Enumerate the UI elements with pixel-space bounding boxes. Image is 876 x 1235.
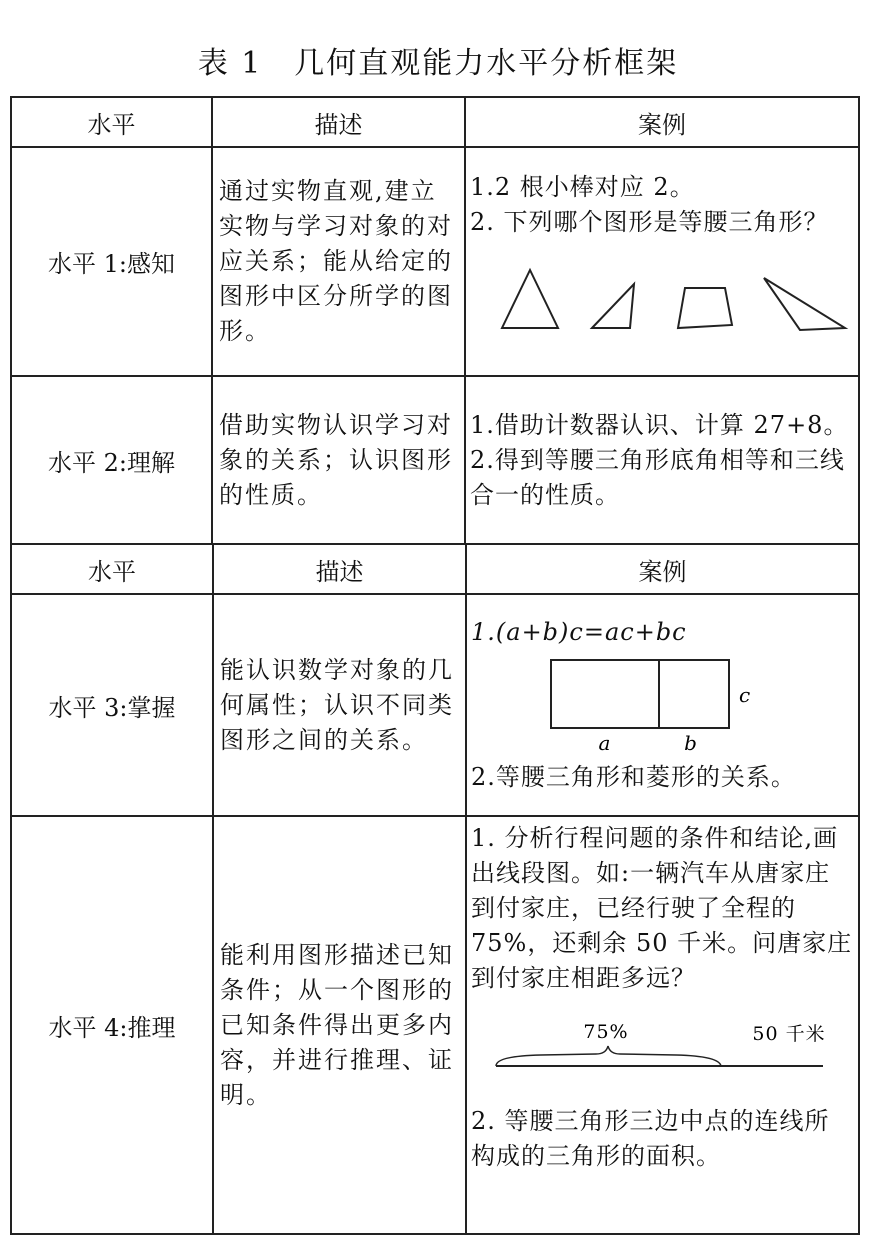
table-row: [11, 376, 859, 544]
description-cell: 通过实物直观,建立实物与学习对象的对应关系；能从给定的图形中区分所学的图形。: [212, 147, 465, 376]
example-cell: [465, 147, 859, 376]
example-cell: [466, 816, 859, 1234]
rectangle-diagram: [471, 650, 851, 760]
description-cell: 能认识数学对象的几何属性；认识不同类图形之间的关系。: [213, 594, 466, 816]
example-line: 2.得到等腰三角形底角相等和三线合一的性质。: [470, 445, 845, 509]
table-row: [11, 147, 859, 376]
table-row: [11, 594, 859, 816]
description-cell: 能利用图形描述已知条件；从一个图形的已知条件得出更多内容，并进行推理、证明。: [213, 816, 466, 1234]
label-percent: 75%: [583, 1021, 629, 1043]
example-cell: [465, 376, 859, 544]
header-level: 水平: [11, 97, 212, 147]
example-line: 1.借助计数器认识、计算 27+8。: [470, 410, 849, 439]
table-row: [11, 816, 859, 1234]
description-cell: 借助实物认识学习对象的关系；认识图形的性质。: [212, 376, 465, 544]
framework-table-part-2: [10, 543, 860, 1235]
framework-table-part-1: [10, 96, 860, 545]
example-line: 2.等腰三角形和菱形的关系。: [471, 763, 796, 791]
example-line: 1.2 根小棒对应 2。: [470, 173, 695, 201]
label-b: b: [684, 731, 698, 755]
example-cell: [466, 594, 859, 816]
level-cell: 水平 1:感知: [11, 147, 212, 376]
level-cell: 水平 4:推理: [11, 816, 213, 1234]
header-example: 案例: [465, 97, 859, 147]
isosceles-triangle-shape: [502, 270, 558, 328]
label-c: c: [739, 683, 752, 707]
right-triangle-shape: [592, 284, 634, 328]
trapezoid-shape: [678, 288, 732, 328]
header-description: 描述: [212, 97, 465, 147]
header-row: [11, 544, 859, 594]
level-cell: 水平 3:掌握: [11, 594, 213, 816]
rectangle-b: [659, 660, 729, 728]
header-example: 案例: [466, 544, 859, 594]
brace: [496, 1046, 721, 1066]
table-title: 表 1 几何直观能力水平分析框架: [197, 46, 679, 81]
label-remaining: 50 千米: [752, 1023, 826, 1045]
header-level: 水平: [11, 544, 213, 594]
obtuse-triangle-shape: [764, 278, 845, 330]
level-cell: 水平 2:理解: [11, 376, 212, 544]
example-formula: 1.(a+b)c=ac+bc: [471, 618, 687, 646]
example-line: 2. 下列哪个图形是等腰三角形？: [470, 208, 829, 236]
line-segment-diagram: [471, 996, 851, 1096]
shape-options-figure: [470, 240, 850, 335]
example-text: 1. 分析行程问题的条件和结论,画出线段图。如:一辆汽车从唐家庄到付家庄，已经行驶了全程的 75%，还剩余 50 千米。问唐家庄到付家庄相距多远？: [471, 824, 853, 992]
header-row: [11, 97, 859, 147]
label-a: a: [598, 731, 612, 755]
example-line: 2. 等腰三角形三边中点的连线所构成的三角形的面积。: [471, 1107, 830, 1170]
header-description: 描述: [213, 544, 466, 594]
rectangle-a: [551, 660, 659, 728]
